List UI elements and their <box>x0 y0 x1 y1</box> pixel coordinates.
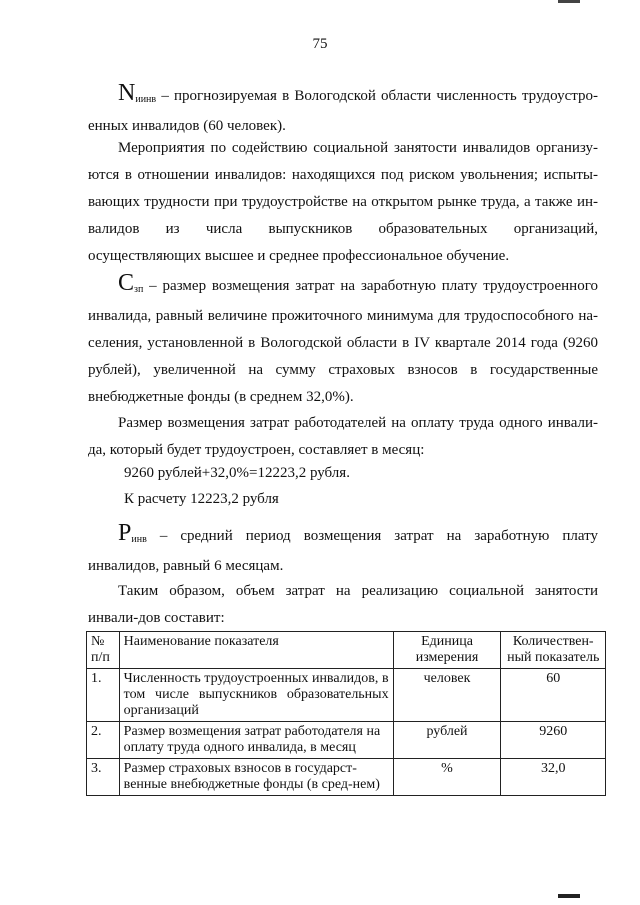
row-name: Численность трудоустроенных инвалидов, в том числе выпускников образовательных организаций <box>119 669 393 722</box>
symbol-c-subscript: зп <box>134 284 144 295</box>
table-header-row <box>87 632 606 669</box>
table-row <box>87 722 606 759</box>
row-num: 1. <box>87 669 120 722</box>
table-row <box>87 759 606 796</box>
table-row <box>87 669 606 722</box>
header-num: № п/п <box>87 632 120 669</box>
measures-text: Мероприятия по содействию социальной занятости инвалидов организу-ются в отношении инвалидов: находящихся под риском увольнения; испыты-вающих трудности при трудоустройстве на открытом рынке труда, а также ин-валидов из числа выпускников образовательных организаций, осуществляющих высшее и среднее профессиональное обучение. <box>88 140 598 264</box>
paragraph-reimbursement <box>88 410 598 464</box>
row-value: 60 <box>501 669 606 722</box>
row-name: Размер страховых взносов в государст-венные внебюджетные фонды (в сред-нем) <box>119 759 393 796</box>
reimbursement-text: Размер возмещения затрат работодателей на оплату труда одного инвали-да, который будет трудоустроен, составляет в месяц: <box>88 415 598 458</box>
calculation-line: К расчету 12223,2 рубля <box>124 491 279 507</box>
symbol-n-subscript: иинв <box>135 94 157 105</box>
row-num: 3. <box>87 759 120 796</box>
corner-mark-top <box>558 0 580 3</box>
corner-mark-bottom <box>558 894 580 898</box>
total-text: Таким образом, объем затрат на реализацию социальной занятости инвали-дов составит: <box>88 583 598 626</box>
paragraph-p-inv <box>88 520 598 580</box>
paragraph-measures <box>88 135 598 270</box>
row-num: 2. <box>87 722 120 759</box>
c-definition: – размер возмещения затрат на заработную плату трудоустроенного инвалида, равный величине прожиточного минимума для трудоспособного на-селения, установленной в Вологодской области в IV квартале 2014 года (9260 рублей), увеличенной на сумму страховых взносов в государственные внебюджетные фонды (в среднем 32,0%). <box>88 278 598 405</box>
symbol-c: С <box>118 270 135 296</box>
page-number: 75 <box>312 36 328 52</box>
header-unit: Единица измерения <box>393 632 501 669</box>
header-name: Наименование показателя <box>119 632 393 669</box>
paragraph-n-inv <box>88 80 598 140</box>
symbol-p: Р <box>118 520 132 546</box>
p-definition: – средний период возмещения затрат на заработную плату инвалидов, равный 6 месяцам. <box>88 528 598 574</box>
row-unit: рублей <box>393 722 501 759</box>
symbol-p-subscript: инв <box>131 534 147 545</box>
row-name: Размер возмещения затрат работодателя на оплату труда одного инвалида, в месяц <box>119 722 393 759</box>
n-definition: – прогнозируемая в Вологодской области численность трудоустро-енных инвалидов (60 человек). <box>88 88 598 134</box>
paragraph-total <box>88 578 598 632</box>
costs-table <box>86 631 606 796</box>
row-value: 32,0 <box>501 759 606 796</box>
formula-line: 9260 рублей+32,0%=12223,2 рубля. <box>124 465 350 481</box>
symbol-n: N <box>118 80 136 106</box>
header-value: Количествен-ный показатель <box>501 632 606 669</box>
row-unit: человек <box>393 669 501 722</box>
row-value: 9260 <box>501 722 606 759</box>
paragraph-c-zp <box>88 270 598 411</box>
row-unit: % <box>393 759 501 796</box>
